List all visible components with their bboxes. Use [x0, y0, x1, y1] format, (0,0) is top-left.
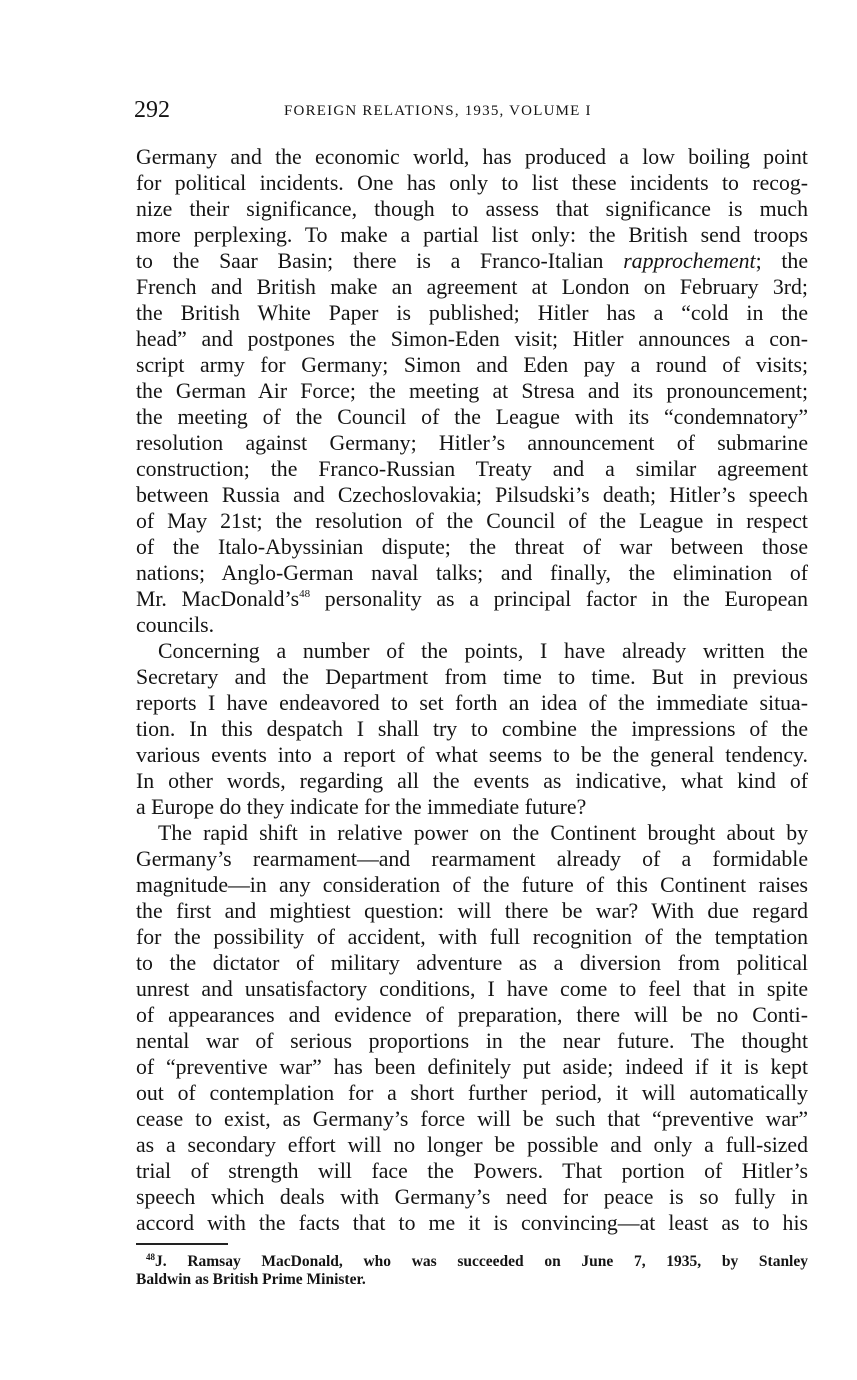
- text-line: out of contemplation for a short further period, it will automatically: [136, 1081, 808, 1105]
- text-line: nations; Anglo-German naval talks; and finally, the elimination of: [136, 561, 808, 585]
- text-line: the meeting of the Council of the League with its “condemnatory”: [136, 405, 808, 429]
- text-line: Secretary and the Department from time to time. But in previous: [136, 665, 808, 689]
- text-line: nize their significance, though to assess that significance is much: [136, 197, 808, 221]
- text-line: Germany and the economic world, has produced a low boiling point: [136, 145, 808, 169]
- text-line: Concerning a number of the points, I have already written the: [158, 639, 808, 663]
- text-line: tion. In this despatch I shall try to combine the impressions of the: [136, 717, 808, 741]
- paragraph: [136, 820, 808, 1236]
- text-line: between Russia and Czechoslovakia; Pilsudski’s death; Hitler’s speech: [136, 483, 808, 507]
- paragraph: [136, 638, 808, 820]
- text-line: of “preventive war” has been definitely put aside; indeed if it is kept: [136, 1055, 808, 1079]
- text-span: personality as a principal factor in the European: [324, 587, 808, 611]
- text-line: magnitude—in any consideration of the future of this Continent raises: [136, 873, 808, 897]
- text-line: of the Italo-Abyssinian dispute; the threat of war between those: [136, 535, 808, 559]
- text-line: the first and mightiest question: will there be war? With due regard: [136, 899, 808, 923]
- text-line: The rapid shift in relative power on the Continent brought about by: [158, 821, 808, 845]
- text-line: construction; the Franco-Russian Treaty and a similar agreement: [136, 457, 808, 481]
- text-line: nental war of serious proportions in the near future. The thought: [136, 1029, 808, 1053]
- text-line: the German Air Force; the meeting at Stresa and its pronouncement;: [136, 379, 808, 403]
- text-line: for political incidents. One has only to list these incidents to recog-: [136, 171, 808, 195]
- text-line: reports I have endeavored to set forth an idea of the immediate situa-: [136, 691, 808, 715]
- text-line: more perplexing. To make a partial list only: the British send troops: [136, 223, 808, 247]
- text-line: speech which deals with Germany’s need for peace is so fully in: [136, 1185, 808, 1209]
- footnote-number: 48: [146, 1252, 155, 1262]
- text-line: Germany’s rearmament—and rearmament already of a formidable: [136, 847, 808, 871]
- text-line: French and British make an agreement at London on February 3rd;: [136, 275, 808, 299]
- text-line: of appearances and evidence of preparation, there will be no Conti-: [136, 1003, 808, 1027]
- footnote: [136, 1253, 808, 1289]
- footnote-line: [136, 1253, 808, 1271]
- footnote-reference: 48: [299, 588, 311, 600]
- text-line: for the possibility of accident, with full recognition of the temptation: [136, 925, 808, 949]
- running-head: FOREIGN RELATIONS, 1935, VOLUME I: [284, 103, 592, 119]
- page-number: 292: [134, 97, 170, 123]
- text-line: [136, 248, 808, 274]
- text-line: head” and postpones the Simon-Eden visit; Hitler announces a con-: [136, 327, 808, 351]
- body-text: [136, 144, 808, 1236]
- italic-term: rapprochement: [623, 249, 756, 273]
- page-header: [134, 97, 810, 127]
- text-span: Mr. MacDonald’s: [136, 587, 300, 611]
- footnote-divider: [136, 1243, 228, 1245]
- text-line: resolution against Germany; Hitler’s announcement of submarine: [136, 431, 808, 455]
- text-line: councils.: [136, 613, 215, 637]
- text-span: ; the: [755, 249, 809, 273]
- footnote-text: J. Ramsay MacDonald, who was succeeded on June 7, 1935, by Stanley: [155, 1253, 808, 1270]
- text-line: the British White Paper is published; Hitler has a “cold in the: [136, 301, 808, 325]
- text-line: script army for Germany; Simon and Eden pay a round of visits;: [136, 353, 808, 377]
- text-line: unrest and unsatisfactory conditions, I have come to feel that in spite: [136, 977, 808, 1001]
- text-line: as a secondary effort will no longer be possible and only a full-sized: [136, 1133, 808, 1157]
- text-line: various events into a report of what seems to be the general tendency.: [136, 743, 808, 767]
- text-line: cease to exist, as Germany’s force will be such that “preventive war”: [136, 1107, 808, 1131]
- text-line: trial of strength will face the Powers. That portion of Hitler’s: [136, 1159, 808, 1183]
- text-line: [136, 586, 808, 612]
- text-line: of May 21st; the resolution of the Council of the League in respect: [136, 509, 808, 533]
- text-line: a Europe do they indicate for the immediate future?: [136, 795, 587, 819]
- footnote-line: Baldwin as British Prime Minister.: [136, 1271, 366, 1288]
- text-line: In other words, regarding all the events as indicative, what kind of: [136, 769, 808, 793]
- text-line: to the dictator of military adventure as a diversion from political: [136, 951, 808, 975]
- paragraph: [136, 144, 808, 638]
- text-line: accord with the facts that to me it is convincing—at least as to his: [136, 1211, 808, 1235]
- text-span: to the Saar Basin; there is a Franco-Italian: [136, 249, 604, 273]
